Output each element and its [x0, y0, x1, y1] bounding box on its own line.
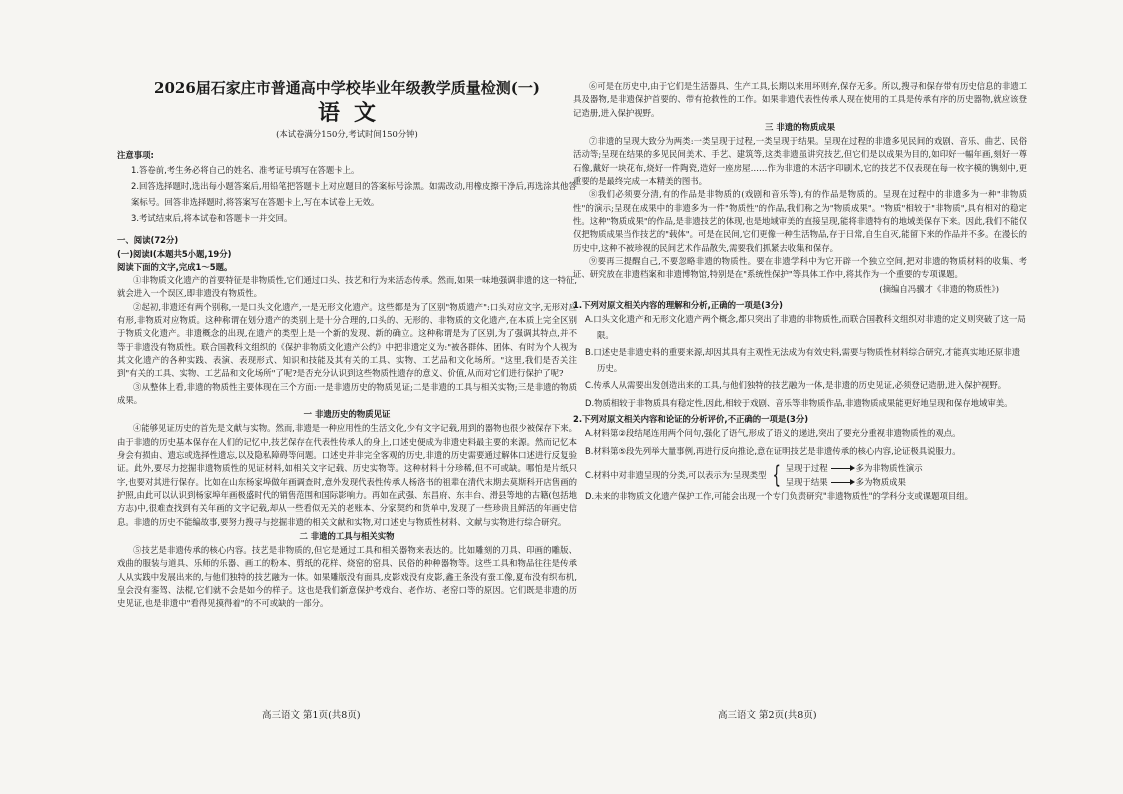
section-lead: 阅读下面的文字,完成1～5题。	[117, 261, 233, 272]
passage-paragraph: ⑨要再三提醒自己,不要忽略非遗的物质性。要在非遗学科中为它开辟一个独立空间,把对非遗的物质材料的收集、考证、研究放在非遗档案和非遗博物馆,特别是在"系统性保护"等具体工作中,将其作为一个重要的专项课题。	[573, 255, 1027, 280]
exam-note: (本试卷满分150分,考试时间150分钟)	[276, 129, 418, 139]
branch-bottom-result: 多为物质成果	[855, 477, 906, 488]
spacer	[117, 226, 577, 234]
branch-top	[786, 461, 923, 475]
page-footer-left: 高三语文 第1页(共8页)	[262, 710, 361, 721]
option-b: B.口述史是非遗史料的重要来源,却因其具有主观性无法成为有效史料,需要与物质性材料综合研究,才能真实地还原非遗历史。	[585, 347, 1021, 373]
passage-section-heading: 一 非遗历史的物质见证	[303, 409, 391, 420]
instruction-item: 3.考试结束后,将本试卷和答题卡一并交回。	[131, 213, 293, 224]
passage-paragraph: ⑧我们必须要分清,有的作品是非物质的(戏剧和音乐等),有的作品是物质的。呈现在过程中的非遗多为一种"非物质性"的演示;呈现在成果中的非遗多为一件"物质性"的作品,我们称之为"物质成果"。"物质"相较于"非物质",具有相对的稳定性。这种"物质成果"的作品,是非遗技艺的体现,也是地域审美的直接呈现,能将非遗特有的地域美保存下来。因此,我们不能仅仅把物质成果当作技艺的"载体"。可是在民间,它们更像一种生活物品,存于日常,自生自灭,能留下来的作品并不多。在漫长的历史中,这种不被珍视的民间艺术作品散失,需要我们抓紧去收集和保存。	[573, 189, 1027, 253]
exam-title: 2026届石家庄市普通高中学校毕业年级教学质量检测(一)	[154, 79, 540, 97]
option-c-lead: C.材料中对非遗呈现的分类,可以表示为:呈现类型	[585, 470, 767, 481]
left-column	[117, 78, 577, 611]
page-footer-right: 高三语文 第2页(共8页)	[718, 710, 817, 721]
option-d: D.未来的非物质文化遗产保护工作,可能会出现一个专门负责研究"非遗物质性"的学科分支或课题项目组。	[585, 491, 973, 502]
passage-paragraph: ①非物质文化遗产的首要特征是非物质性,它们通过口头、技艺和行为来活态传承。然而,如果一味地强调非遗的这一特征,就会进入一个误区,即非遗没有物质性。	[117, 275, 577, 299]
classification-branches	[786, 461, 923, 489]
passage-source: (摘编自冯骥才《非遗的物质性》)	[879, 284, 999, 295]
passage-section-heading: 三 非遗的物质成果	[765, 121, 835, 132]
branch-top-label: 呈现于过程	[785, 463, 828, 474]
option-c: C.传承人从需要出发创造出来的工具,与他们独特的技艺融为一体,是非遗的历史见证,必须登记造册,进入保护视野。	[585, 380, 1007, 391]
arrow-right-icon	[831, 482, 853, 483]
brace-icon: {	[771, 461, 781, 490]
instructions-heading: 注意事项:	[117, 150, 154, 160]
passage-paragraph: ④能够见证历史的首先是文献与实物。然而,非遗是一种应用性的生活文化,少有文字记载,用到的器物也很少被保存下来。由于非遗的历史基本保存在人们的记忆中,技艺保存在代表性传承人的身上,口述史便成为非遗史料最主要的来源。然而记忆本身会有损由、遗忘或选择性遗忘,以及隐私障碍等问题。口述史并非完全客观的历史,非遗的历史需要通过解体口述进行反复验证。此外,要尽力挖掘非遗物质性的见证材料,如相关文字记载、历史实物等。这种材料十分珍稀,但不可或缺。哪怕是片纸只字,也要对其进行保存。比如在山东杨家埠做年画调查时,意外发现代表性传承人杨洛书的祖辈在清代末期去莫斯科开店售画的护照,由此可以认识到杨家埠年画极盛时代的销售范围和国际影响力。再如在武强、东昌府、东丰台、滑县等地的古籍(包括地方志)中,很难查找到有关年画的文字记载,却从一些看似无关的老账本、分家契约和货单中,发现了一些珍贵且鲜活的年画史信息。非遗的历史不能编故事,要努力搜寻与挖掘非遗的相关文献和实物,对口述史与物质性材料、文献与实物进行综合研究。	[117, 423, 577, 527]
option-d: D.物质相较于非物质具有稳定性,因此,相较于戏剧、音乐等非物质作品,非遗物质成果能更好地呈现和保存地域审美。	[585, 397, 1013, 408]
option-c-diagram	[585, 461, 1027, 489]
instruction-item: 1.答卷前,考生务必将自己的姓名、准考证号填写在答题卡上。	[131, 165, 360, 176]
passage-paragraph: ⑥可是在历史中,由于它们是生活器具、生产工具,长期以来用坏则弃,保存无多。所以,搜寻和保存带有历史信息的非遗工具及器物,是非遗保护首要的、带有抢救性的工作。如果非遗代表性传承人现在使用的工具是传承有序的历史器物,就应该登记造册,进入保护视野。	[573, 81, 1027, 118]
passage-paragraph: ③从整体上看,非遗的物质性主要体现在三个方面:一是非遗历史的物质见证;二是非遗的工具与相关实物;三是非遗的物质成果。	[117, 381, 577, 405]
branch-bottom-label: 呈现于结果	[785, 477, 828, 488]
passage-paragraph: ⑤技艺是非遗传承的核心内容。技艺是非物质的,但它是通过工具和相关器物来表达的。比如雕刻的刀具、印画的雕版、戏曲的服装与道具、乐师的乐器、画工的粉本、剪纸的花样、烧窑的窑具、民俗的种种器物等。这些工具和物品往往是传承人从实践中发展出来的,与他们独特的技艺融为一体。如果雕版没有面具,皮影戏没有皮影,鑫王条没有蚕工像,夏布没有织布机,皇会没有銮驾、法棍,它们就不会是如今的样子。这也是我们新意保护考戏台、老作坊、老窑口等的原因。它们既是非遗的历史见证,也是非遗中"看得见摸得着"的不可或缺的一部分。	[117, 545, 577, 609]
option-a: A.材料第②段结尾连用两个问句,强化了语气,形成了语义的递进,突出了要充分重视非遗物质性的观点。	[585, 428, 961, 439]
subject-title: 语文	[317, 100, 390, 126]
instruction-item: 2.回答选择题时,选出每小题答案后,用铅笔把答题卡上对应题目的答案标号涂黑。如需改动,用橡皮擦干净后,再选涂其他答案标号。回答非选择题时,将答案写在答题卡上,写在本试卷上无效。	[131, 181, 577, 208]
branch-bottom	[786, 475, 923, 489]
passage-paragraph: ②起初,非遗还有两个别称,一是口头文化遗产,一是无形文化遗产。这些都是为了区别"物质遗产":口头对应文字,无形对应有形,非物质对应物质。这种称谓在划分遗产的类别上是十分合理的,口头的、无形的、非物质的文化遗产,在本质上完全区别于物质文化遗产。非遗概念的出现,在遗产的类型上是一个新的发现、新的确立。这种称谓是为了区别,为了强调其特点,并不等于非遗没有物质性。联合国教科文组织的《保护非物质文化遗产公约》中把非遗定义为:"被各群体、团体、有时为个人视为其文化遗产的各种实践、表演、表现形式、知识和技能及其有关的工具、实物、工艺品和文化场所。"这里,我们是否关注到"有关的工具、实物、工艺品和文化场所"了呢?是否充分认识到这些物质性遗存的意义、价值,从而对它们进行保护了呢?	[117, 301, 577, 379]
option-a: A.口头文化遗产和无形文化遗产两个概念,都只突出了非遗的非物质性,而联合国教科文组织对非遗的定义则突破了这一局限。	[585, 314, 1026, 340]
question-stem: 1.下列对原文相关内容的理解和分析,正确的一项是(3分)	[573, 299, 783, 310]
passage-section-heading: 二 非遗的工具与相关实物	[299, 530, 395, 541]
question-stem: 2.下列对原文相关内容和论证的分析评价,不正确的一项是(3分)	[573, 414, 809, 425]
arrow-right-icon	[831, 468, 853, 469]
section-subheading: (一)阅读Ⅰ(本题共5小题,19分)	[117, 248, 232, 259]
section-heading: 一、阅读(72分)	[117, 235, 179, 246]
branch-top-result: 多为非物质性演示	[855, 463, 923, 474]
passage-paragraph: ⑦非遗的呈现大致分为两类:一类呈现于过程,一类呈现于结果。呈现在过程的非遗多见民间的戏剧、音乐、曲艺、民俗活动等;呈现在结果的多见民间美术、手艺、建筑等,这类非遗虽讲究技艺,但它们是以成果为目的,如印好一幅年画,刻好一尊石像,戴好一块花布,烧好一件陶瓷,造好一座房屋……作为非遗的木活字印刷术,它的技艺不仅表现在每一枚字模的镌刻中,更重要的是最终完成一本精美的图书。	[573, 136, 1027, 187]
right-column	[573, 80, 1027, 507]
option-b: B.材料第⑤段先列举大量事例,再进行反向推论,意在证明技艺是非遗传承的核心内容,论证极具说服力。	[585, 445, 961, 456]
